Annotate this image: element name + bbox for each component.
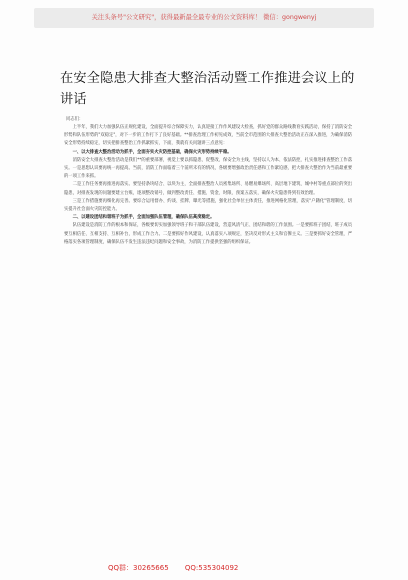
paragraph: 三是工作措施要再细化再完善。要综合运用督办、约谈、挂牌、曝光等措施，强化社会单位主体责任，推进网格化管理，落实"户籍化"管理制度，切实提升社会面火灾防控能力。 [64,198,352,213]
paragraph: 消防安全大排查大整治活动是我们**的重要部署，视觉上要以抓隐患、促整改、保安全为主线，坚持以人为本、依法防控，扎实推进排查整治工作落实。一是思想认识要再统一再提高。当前，消防工作面临着三个前所未有的情况，各级要增强政治责任感和工作紧迫感，把大排查大整治作为当前最重要的一项工作来抓。 [64,157,352,180]
section-heading: 二、以建设团结和谐班子为抓手，全面加强队伍管理，确保队伍高度稳定。 [72,215,215,221]
greeting: 同志们： [66,117,84,122]
document-body [64,124,352,558]
document-title: 在安全隐患大排查大整治活动暨工作推进会议上的讲话 [60,71,355,107]
footer-contact [108,563,252,573]
promo-banner: 关注头条号"公文研究"，获得最新最全最专业的公文资料库！ 微信：gongwenyj [34,8,374,28]
qq-group-label: QQ群：30265665 [108,564,169,572]
qq-label: QQ:535304092 [184,564,239,572]
paragraph: 上半年，我们大力加强队伍正规化建设，全面提升综合保障实力，认真迎接工作作风建设大检查，抓好党的群众路线教育实践活动，保持了消防安全形势和队伍形势的"双稳定"，对下一步的工作打下了良好基础。**排查治理工作初见成效，当前全市范围的大排查大整治活动正在深入推进，为确保消防安全形势持续稳定，切实把排查整治工作抓紧抓实，下面，我就有关问题讲三点意见： [64,125,352,147]
paragraph: 二是工作任务要再推进再落实。要坚持条块结合、以块为主，全面排查整治人员密集场所、易燃易爆场所、高层地下建筑、城中村等重点部位的突出隐患，对排查发现的问题要建立台账，逐项整改销号，做到整改责任、措施、资金、时限、预案五落实，确保火灾隐患得到有效治理。 [64,182,352,196]
section-heading: 一、以大排查大整治活动为抓手，全面夯实火灾防控基础，确保火灾形势持续平稳。 [72,149,232,155]
paragraph: 队伍建设是消防工作的根本和保证，各级要切实加强领导班子和干部队伍建设，营造风清气正、团结和谐的工作氛围。一是要抓班子团结，班子成员要互相信任、互相支持、互相补台，形成工作合力。二是要抓好作风建设，认真落实八项规定，坚决反对形式主义和官僚主义。三是要抓好安全管理，严格落实各项管理制度，确保队伍不发生违法违纪问题和安全事故，为消防工作提供坚强的组织保证。 [64,223,352,245]
